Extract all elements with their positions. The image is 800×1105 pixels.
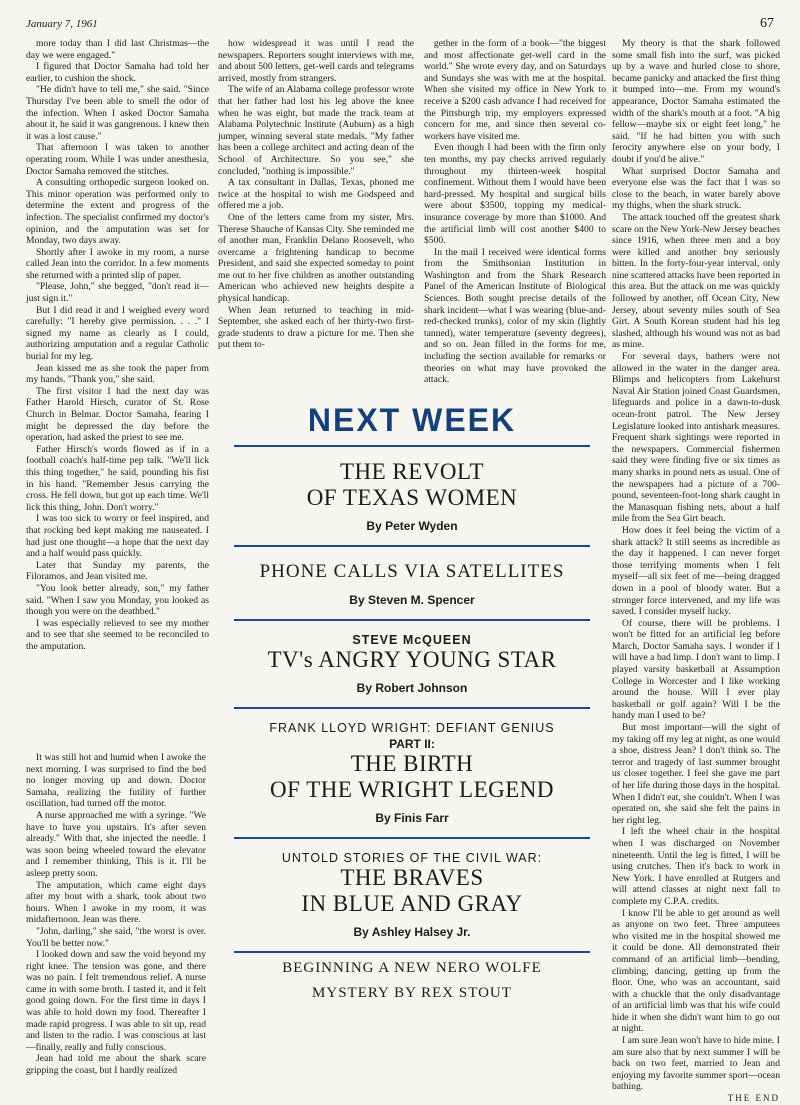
paragraph: But most important—will the sight of my taking off my leg at night, as one would a shoe, distress Jean? I don't think so. The terror and tragedy of last summer brought us closer together. I feel she gave me part of her life during those days in the hospital. When I didn't eat, she couldn't. When I was operated on, she said she felt the pains in her right leg. [612,722,780,826]
page-number: 67 [760,16,774,31]
paragraph: A tax consultant in Dallas, Texas, phoned me twice at the hospital to wish me Godspeed and offered me a job. [218,177,414,212]
next-week-promo [214,386,610,1070]
promo-part-label: PART II: [389,737,435,751]
promo-item [214,553,610,613]
paragraph: "He didn't have to tell me," she said. "Since Thursday I've been able to smell the odor of the infection. When I asked Doctor Samaha about it, he said it was gangrenous. I knew then it was a lost cause." [26,84,209,142]
promo-title-line: TV's ANGRY YOUNG STAR [267,647,557,672]
paragraph: "John, darling," she said, "the worst is over. You'll be better now." [26,925,206,949]
divider [234,545,590,547]
column-3 [424,38,606,386]
paragraph: One of the letters came from my sister, Mrs. Therese Shauche of Kansas City. She reminded me of another man, Franklin Delano Roosevelt, who overcame a frightening handicap to become President, and said she expected someday to point me out to her five children as another outstanding American who achieved new heights despite a physical handicap. [218,211,414,305]
paragraph: Father Hirsch's words flowed as if in a football coach's half-time pep talk. "We'll lick this thing together," he said, pounding his fist in his hand. "Remember Jesus carrying the cross. He fell down, but got up each time. We'll lick this thing, John. Don't worry." [26,443,209,513]
paragraph: That afternoon I was taken to another operating room. While I was under anesthesia, Doctor Samaha removed the stitches. [26,142,209,177]
paragraph: I left the wheel chair in the hospital when I was discharged on November nineteenth. Until the leg is fitted, I will be using crutches. Then it's back to work in New York. I have enrolled at Rutgers and will attend classes at night next fall to complete my C.P.A. credits. [612,826,780,907]
divider [234,445,590,447]
paragraph: "Please, John," she begged, "don't read it—just sign it." [26,281,209,305]
promo-heading: NEXT WEEK [307,402,517,438]
paragraph: When Jean returned to teaching in mid-September, she asked each of her thirty-two first-grade students to draw a picture for me. Then she put them to- [218,304,414,351]
promo-final-line: BEGINNING A NEW NERO WOLFE [282,960,542,976]
paragraph: For several days, bathers were not allowed in the water in the danger area. Blimps and helicopters from Lakehurst Naval Air Station joined Coast Guardsmen, lifeguards and police in a dawn-to-dusk ocean-front patrol. The New Jersey Legislature looked into antishark measures. Frequent shark sightings were reported in the newspapers. Commercial fishermen said they were finding five or six times as many sharks in pound nets as usual. One of the newspapers had a picture of a 700-pound, seventeen-foot-long shark caught in the Manasquan fishing nets, about a half mile from the Sea Girt beach. [612,351,780,525]
promo-final-line: MYSTERY BY REX STOUT [312,985,512,1001]
promo-byline: By Finis Farr [375,811,449,825]
promo-title-line: IN BLUE AND GRAY [301,891,523,916]
divider [234,619,590,621]
column-1 [26,38,209,746]
paragraph: I was especially relieved to see my mother and to see that she seemed to be reconciled to the amputation. [26,617,209,652]
promo-title-line: OF THE WRIGHT LEGEND [269,777,555,802]
column-1-lower [26,752,206,1077]
paragraph: I figured that Doctor Samaha had told her earlier, to cushion the shock. [26,61,209,84]
paragraph: gether in the form of a book—"the biggest and most affectionate get-well card in the world." She wrote every day, and on Saturdays and Sundays she was with me at the hospital. When she visited my office in New York to receive a $200 cash advance I had received for the Pittsburgh trip, my employers expressed concern for me, and since then several co-workers have visited me. [424,38,606,142]
paragraph: The wife of an Alabama college professor wrote that her father had lost his leg above the knee when he was eight, but made the track team at Alabama Polytechnic Institute (Auburn) as a high jumper, winning several state medals. "My father has been a college architect and acting dean of the School of Architecture. So you see," she concluded, "nothing is impossible." [218,84,414,177]
divider [234,951,590,953]
paragraph: The amputation, which came eight days after my bout with a shark, took about two hours. When I awoke in my room, it was midafternoon. Jean was there. [26,879,206,926]
promo-byline: By Steven M. Spencer [349,593,475,607]
paragraph: I looked down and saw the void beyond my right knee. The tension was gone, and there was no pain. I felt tremendous relief. A nurse came in with some broth. I tasted it, and it felt good going down. For the first time in days I was able to hold down my food. Thereafter I made rapid progress. I was able to sit up, read and listen to the radio. I was conscious at last—finally, really and fully conscious. [26,949,206,1053]
promo-byline: By Ashley Halsey Jr. [353,925,471,939]
column-4-body [612,38,780,1093]
paragraph: Of course, there will be problems. I won't be fitted for an artificial leg before March, Doctor Samaha says. I wonder if I will have a bad limp. I don't want to limp. I played varsity basketball at Assumption College in Worcester and I like working around the house. Will I ever play basketball or golf again? Will I be the handy man I used to be? [612,617,780,722]
column-2 [218,38,414,378]
end-mark: THE END [727,1093,780,1104]
promo-title-line: OF TEXAS WOMEN [306,485,518,510]
promo-title-line: THE BRAVES [340,865,484,890]
promo-title-line: THE BIRTH [350,751,474,776]
paragraph: more today than I did last Christmas—the day we were engaged." [26,38,209,61]
paragraph: I am sure Jean won't have to hide mine. I am sure also that by next summer I will be back on two feet, married to Jean and enjoying my favorite summer sport—ocean bathing. [612,1035,780,1093]
promo-title-line: PHONE CALLS VIA SATELLITES [259,561,565,582]
paragraph: Jean kissed me as she took the paper from my hands. "Thank you," she said. [26,362,209,386]
promo-kicker: STEVE McQUEEN [352,633,472,647]
issue-date: January 7, 1961 [26,18,98,30]
paragraph: What surprised Doctor Samaha and everyone else was the fact that I was so close to the beach, in water barely above my thighs, when the shark struck. [612,165,780,212]
promo-title-line: THE REVOLT [339,459,485,484]
divider [234,707,590,709]
paragraph: The attack touched off the greatest shark scare on the New York-New Jersey beaches since 1916, when three men and a boy were killed and another boy seriously bitten. In the forty-four-year interval, only nine scattered attacks have been reported in this area. But the attack on me was quickly followed by another, off Ocean City, New Jersey, about seventy miles south of Sea Girt. A South Korean student had his leg slashed, although his wound was not as bad as mine. [612,211,780,351]
paragraph: Jean had told me about the shark scare gripping the coast, but I hardly realized [26,1053,206,1077]
paragraph: It was still hot and humid when I awoke the next morning. I was surprised to find the bed no longer moving up and down. Doctor Samaha, realizing the futility of further oscillation, had turned off the motor. [26,752,206,810]
paragraph: Later that Sunday my parents, the Filoramos, and Jean visited me. [26,559,209,583]
paragraph: "You look better already, son," my father said. "When I saw you Monday, you looked as though you were on the deathbed." [26,582,209,618]
divider [234,837,590,839]
paragraph: how widespread it was until I read the newspapers. Reporters sought interviews with me, and about 500 letters, get-well cards and telegrams arrived, mostly from strangers. [218,38,414,84]
promo-kicker: FRANK LLOYD WRIGHT: DEFIANT GENIUS [269,721,555,735]
page-header [26,16,774,34]
paragraph: Even though I had been with the firm only ten months, my pay checks arrived regularly throughout my thirteen-week hospital confinement. Without them I would have been hard-pressed. My hospital and surgical bills were about $3500, topping my medical-insurance coverage by more than $1000. And the artificial limb will cost another $400 to $500. [424,142,606,247]
promo-item [214,627,610,701]
paragraph: I know I'll be able to get around as well as anyone on two feet. Three amputees who visited me in the hospital showed me it could be done. All demonstrated their command of an artificial limb—bending, climbing, dancing, getting up from the floor. One, who was an accountant, said with a chuckle that the only disadvantage of an artificial limb was that his wife could hide it when she didn't want him to go out at night. [612,907,780,1035]
paragraph: In the mail I received were identical forms from the Smithsonian Institution in Washington and from the Shark Research Panel of the American Institute of Biological Sciences. Both sought precise details of the shark incident—what I was wearing (blue-and-red-checked trunks), color of my skin (lightly tanned), water temperature (seventy degrees), and so on. Jean filled in the forms for me, including the section available for remarks or theories on what may have provoked the attack. [424,246,606,386]
promo-item [214,453,610,539]
promo-item [214,845,610,945]
promo-item [214,715,610,831]
paragraph: But I did read it and I weighed every word carefully: "I hereby give permission. . . ." I signed my name as clearly as I could, authorizing amputation and a regular Catholic burial for my leg. [26,304,209,363]
paragraph: How does it feel being the victim of a shark attack? It still seems as incredible as the day it happened. I can never forget those terrifying moments when I felt myself—all six feet of me—being dragged down in a pool of bloody water. But a stronger force intervened, and my life was saved. I consider myself lucky. [612,524,780,618]
paragraph: My theory is that the shark followed some small fish into the surf, was picked up by a wave and hurled close to shore, became panicky and attacked the first thing it bumped into—me. From my wound's appearance, Doctor Samaha estimated the width of the shark's mouth at a foot. "A big fellow—maybe six or eight feet long," he said. "If he had bitten you with such ferocity anywhere else on your body, I doubt if you'd be alive." [612,38,780,165]
paragraph: I was too sick to worry or feel inspired, and that rocking bed kept making me nauseated. I had just one thought—a hope that the next day and a half would pass quickly. [26,513,209,560]
promo-byline: By Robert Johnson [356,681,468,695]
column-4 [612,38,780,1104]
promo-kicker: UNTOLD STORIES OF THE CIVIL WAR: [281,851,543,865]
paragraph: Shortly after I awoke in my room, a nurse called Jean into the corridor. In a few moments she returned with a printed slip of paper. [26,246,209,281]
promo-byline: By Peter Wyden [366,519,458,533]
paragraph: The first visitor I had the next day was Father Harold Hirsch, curator of St. Rose Church in Belmar. Doctor Samaha, fearing I might be depressed the day before the operation, had asked the priest to see me. [26,385,209,444]
paragraph: A consulting orthopedic surgeon looked on. This minor operation was performed only to determine the extent and progress of the infection. The specialist confirmed my doctor's opinion, and the amputation was set for Monday, two days away. [26,177,209,247]
paragraph: A nurse approached me with a syringe. "We have to have you upstairs. It's after seven already." With that, she injected the needle. I was soon being wheeled toward the elevator and I remember thinking, This is it. I'll be asleep pretty soon. [26,809,206,879]
